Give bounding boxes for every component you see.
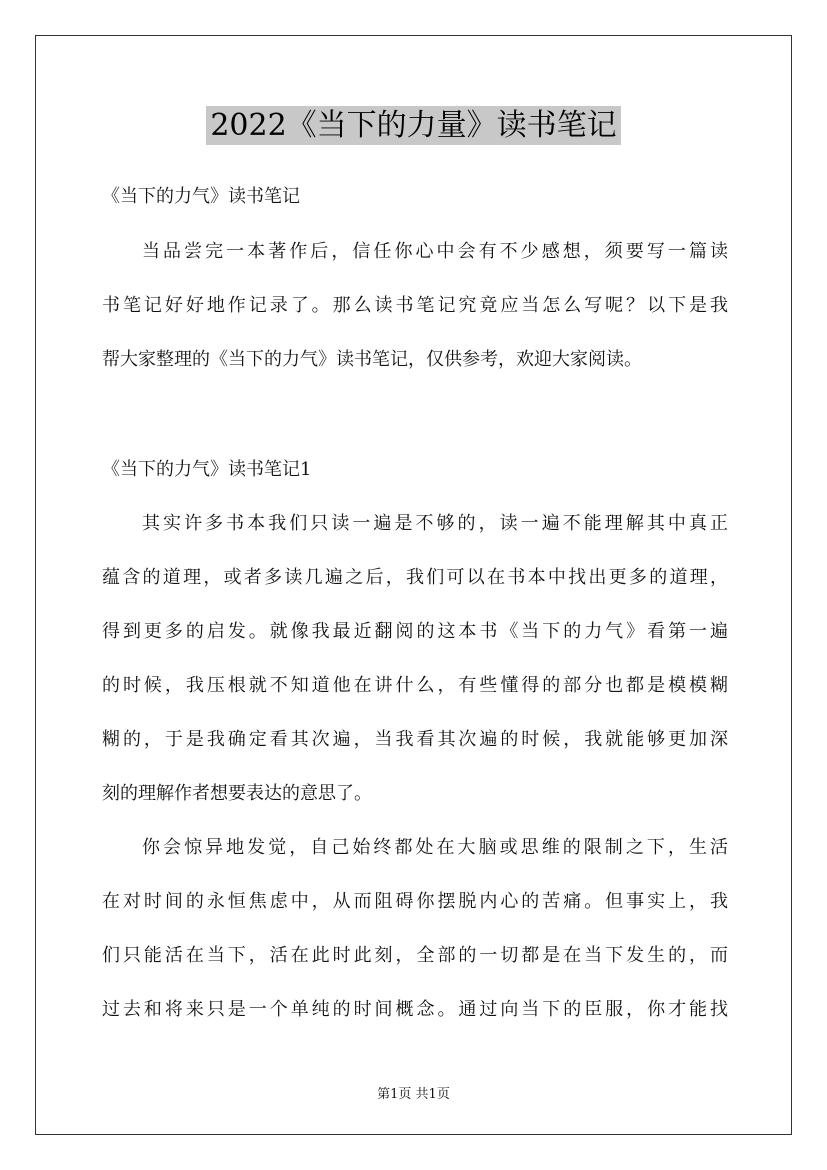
section1-heading: 《当下的力气》读书笔记1 bbox=[102, 459, 312, 480]
document-title: 2022《当下的力量》读书笔记 bbox=[0, 100, 827, 144]
intro-heading: 《当下的力气》读书笔记 bbox=[102, 186, 300, 207]
intro-line-1: 当品尝完一本著作后，信任你心中会有不少感想，须要写一篇读 bbox=[142, 241, 728, 262]
intro-line-3: 帮大家整理的《当下的力气》读书笔记，仅供参考，欢迎大家阅读。 bbox=[102, 349, 642, 370]
paragraph2-line-1: 你会惊异地发觉，自己始终都处在大脑或思维的限制之下，生活 bbox=[142, 837, 728, 858]
paragraph1-line-5: 糊的，于是我确定看其次遍，当我看其次遍的时候，我就能够更加深 bbox=[102, 729, 728, 750]
paragraph2-line-4: 过去和将来只是一个单纯的时间概念。通过向当下的臣服，你才能找 bbox=[102, 999, 728, 1020]
paragraph2-line-3: 们只能活在当下，活在此时此刻，全部的一切都是在当下发生的，而 bbox=[102, 945, 728, 966]
paragraph1-line-6: 刻的理解作者想要表达的意思了。 bbox=[102, 783, 372, 804]
intro-line-2: 书笔记好好地作记录了。那么读书笔记究竟应当怎么写呢？以下是我 bbox=[102, 295, 728, 316]
paragraph1-line-4: 的时候，我压根就不知道他在讲什么，有些懂得的部分也都是模模糊 bbox=[102, 675, 728, 696]
paragraph2-line-2: 在对时间的永恒焦虑中，从而阻碍你摆脱内心的苦痛。但事实上，我 bbox=[102, 891, 728, 912]
page-footer: 第1页 共1页 bbox=[377, 1087, 450, 1102]
paragraph1-line-2: 蕴含的道理，或者多读几遍之后，我们可以在书本中找出更多的道理， bbox=[102, 567, 728, 588]
paragraph1-line-1: 其实许多书本我们只读一遍是不够的，读一遍不能理解其中真正 bbox=[142, 513, 728, 534]
paragraph1-line-3: 得到更多的启发。就像我最近翻阅的这本书《当下的力气》看第一遍 bbox=[102, 621, 728, 642]
